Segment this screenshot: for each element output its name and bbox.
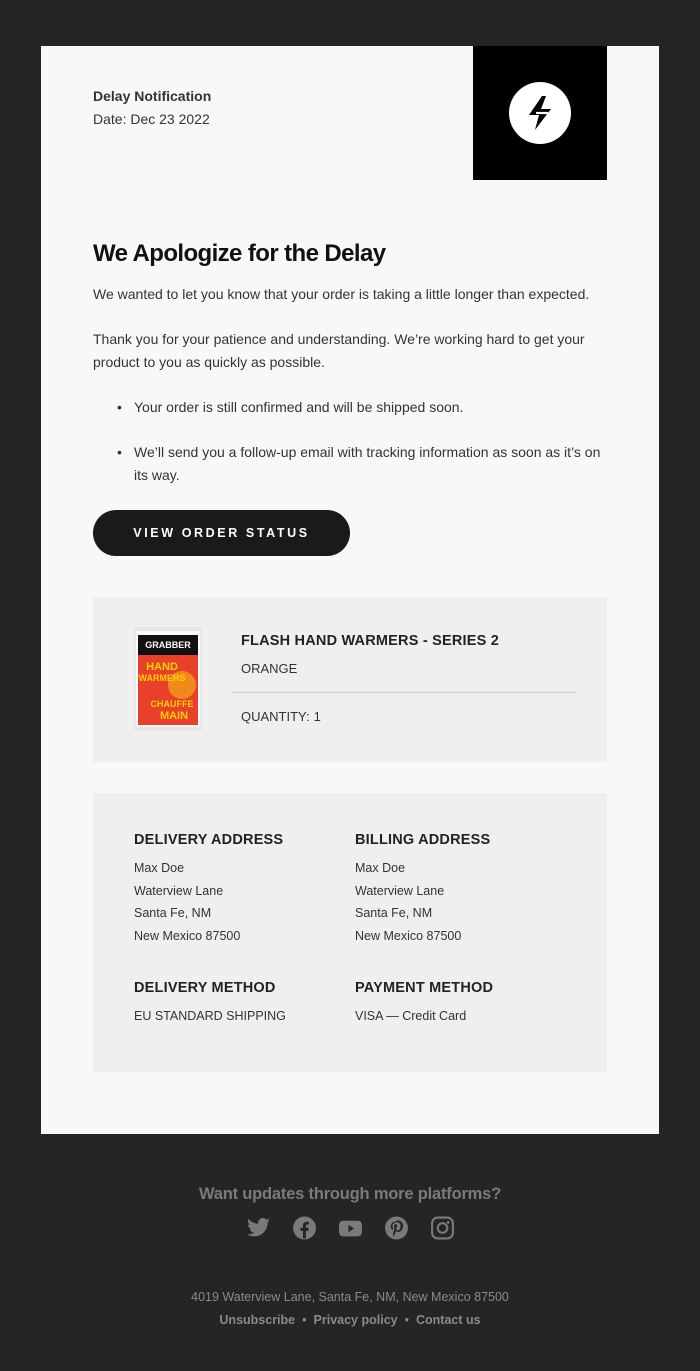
order-info-panel: [93, 793, 607, 1072]
contact-us-link[interactable]: Contact us: [415, 1313, 481, 1327]
bullet-dot: •: [117, 399, 122, 415]
pinterest-icon[interactable]: [384, 1215, 409, 1241]
footer-links: [0, 1313, 700, 1327]
youtube-icon[interactable]: [338, 1215, 363, 1241]
image-text-3: CHAUFFE: [150, 699, 194, 709]
address-line: Santa Fe, NM: [134, 906, 212, 921]
delivery-method-value: EU STANDARD SHIPPING: [134, 1009, 286, 1023]
address-line: Max Doe: [134, 861, 185, 875]
address-line: Max Doe: [355, 861, 406, 875]
address-line: New Mexico 87500: [355, 929, 462, 944]
divider: [231, 692, 576, 693]
product-quantity: [241, 709, 321, 724]
intro-paragraph: We wanted to let you know that your order is taking a little longer than expected.: [93, 286, 590, 302]
payment-method-heading: PAYMENT METHOD: [355, 980, 494, 996]
image-brand-text: GRABBER: [145, 640, 191, 650]
email-card: [41, 46, 659, 1134]
product-name: FLASH HAND WARMERS - SERIES 2: [241, 633, 499, 649]
view-order-status-button[interactable]: VIEW ORDER STATUS: [93, 510, 350, 556]
thanks-paragraph: Thank you for your patience and understanding. We’re working hard to get your product to you as quickly as possible.: [93, 331, 585, 370]
instagram-icon[interactable]: [430, 1215, 455, 1241]
address-line: Waterview Lane: [134, 883, 224, 898]
quantity-value: 1: [313, 709, 321, 724]
product-panel: [93, 597, 607, 762]
twitter-icon[interactable]: [246, 1215, 271, 1241]
bullet-text: Your order is still confirmed and will be shipped soon.: [134, 399, 464, 415]
unsubscribe-link[interactable]: Unsubscribe: [219, 1313, 296, 1327]
company-address: 4019 Waterview Lane, Santa Fe, NM, New Mexico 87500: [191, 1290, 509, 1304]
delivery-method-heading: DELIVERY METHOD: [134, 980, 276, 996]
billing-address-heading: BILLING ADDRESS: [355, 832, 491, 848]
bullet-dot: •: [117, 444, 122, 460]
image-text-4: MAIN: [159, 710, 189, 722]
payment-method-value: VISA — Credit Card: [355, 1009, 467, 1023]
facebook-icon[interactable]: [292, 1215, 317, 1241]
address-line: Santa Fe, NM: [355, 906, 433, 921]
link-separator: •: [404, 1313, 409, 1327]
delivery-address: [134, 832, 334, 948]
image-text-2: WARMERS: [138, 673, 186, 683]
link-separator: •: [302, 1313, 307, 1327]
product-variant: ORANGE: [241, 661, 298, 676]
lightning-bolt-icon: [509, 82, 571, 144]
bullet-list: [93, 396, 603, 509]
payment-method: [355, 980, 555, 1028]
headline: We Apologize for the Delay: [93, 240, 386, 267]
notification-title: Delay Notification: [93, 88, 212, 104]
quantity-label: QUANTITY:: [241, 709, 310, 724]
footer-title: Want updates through more platforms?: [198, 1185, 502, 1203]
delivery-method: [134, 980, 334, 1028]
privacy-policy-link[interactable]: Privacy policy: [313, 1313, 398, 1327]
bullet-text: We’ll send you a follow-up email with tracking information as soon as it’s on its way.: [134, 444, 601, 483]
image-text-1: HAND: [146, 661, 178, 673]
billing-address: [355, 832, 555, 948]
list-item: [93, 441, 603, 487]
brand-logo[interactable]: [473, 46, 607, 180]
header-meta: [93, 85, 211, 131]
address-line: Waterview Lane: [355, 883, 445, 898]
address-line: New Mexico 87500: [134, 929, 241, 944]
social-links: [0, 1215, 700, 1241]
notification-date: Date: Dec 23 2022: [93, 111, 210, 127]
delivery-address-heading: DELIVERY ADDRESS: [134, 832, 284, 848]
list-item: [93, 396, 603, 419]
product-image[interactable]: [134, 627, 202, 731]
